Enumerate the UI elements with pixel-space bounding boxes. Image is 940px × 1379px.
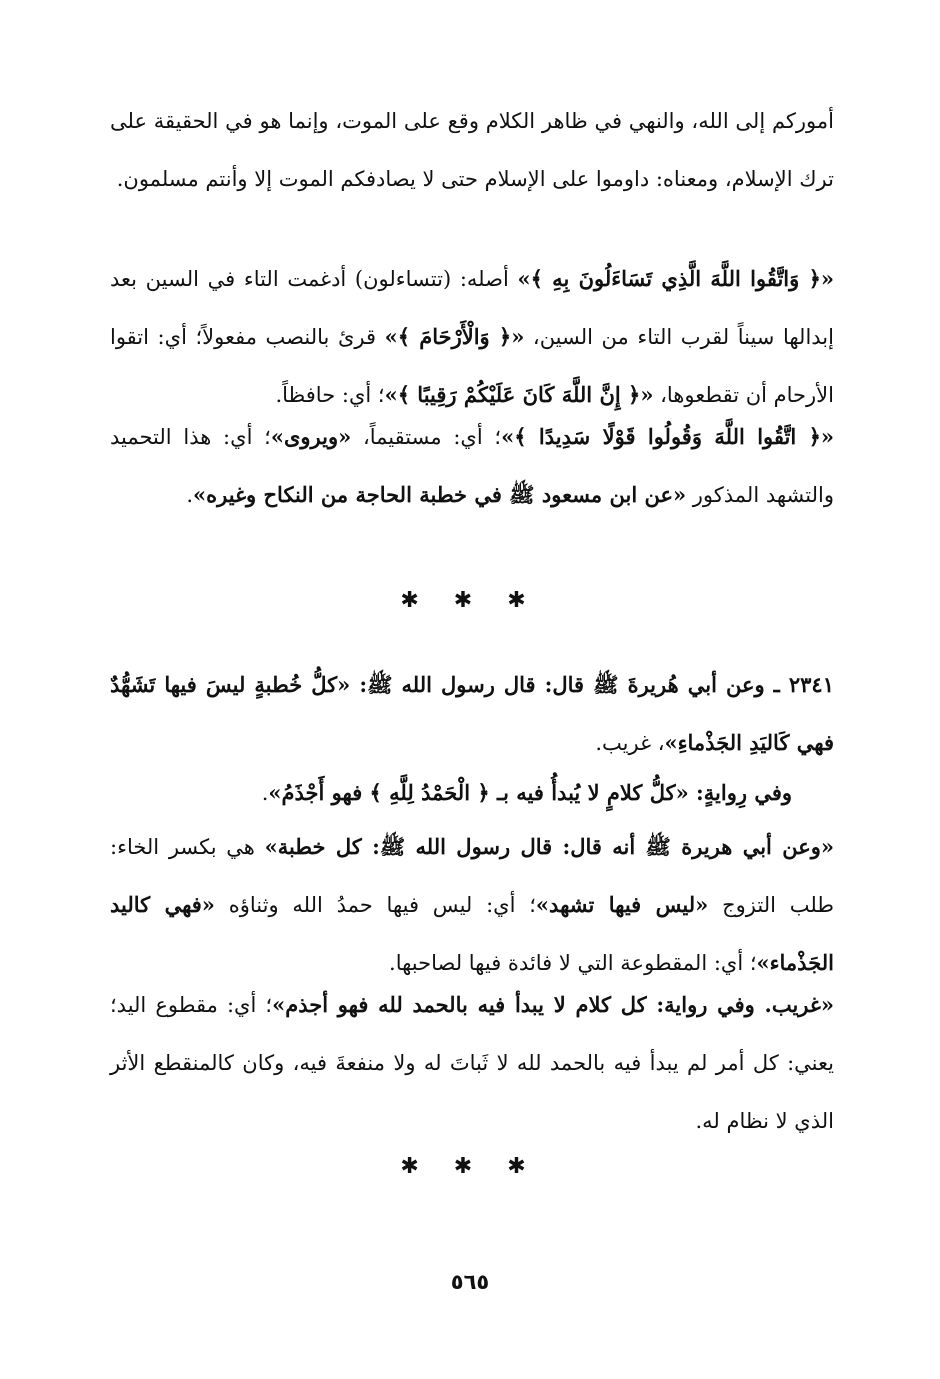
paragraph-text: . [261,781,269,805]
section-separator: ✱ ✱ ✱ [400,1154,540,1179]
hadith-narration-variant [262,764,792,822]
bold-phrase: «ليس فيها تشهد» [535,892,709,917]
paragraph-text: ؛ أي: هذا التحميد والتشهد المذكور [110,425,834,507]
paragraph-commentary-3 [110,408,834,524]
paragraph-commentary-4 [110,818,834,992]
hadith-text: ٢٣٤١ ـ وعن أبي هُريرةَ ﷺ قال: قال رسول الله ﷺ: «كلُّ خُطبةٍ ليسَ فيها تَشَهُّدٌ فهي كَاليَدِ الجَذْماءِ» [110,672,834,755]
quran-quote: «﴿ إِنَّ اللَّهَ كَانَ عَلَيْكُمْ رَقِيبًا ﴾» [384,382,654,407]
bold-phrase: «غريب. وفي رواية: كل كلام لا يبدأ فيه بالحمد لله فهو أجذم» [272,992,834,1017]
paragraph-text: أصله: (تتساءلون) أدغمت التاء في السين بعد إبدالها سيناً لقرب التاء من السين، [110,267,834,349]
paragraph-text: ؛ أي: المقطوعة التي لا فائدة فيها لصاحبها. [389,951,757,975]
paragraph-text: هي بكسر الخاء: طلب التزوج [110,835,835,917]
page-number: ٥٦٥ [450,1270,490,1294]
bold-phrase: «وعن أبي هريرة ﷺ أنه قال: قال رسول الله ﷺ: كل خطبة» [264,834,834,859]
quran-quote: «﴿ اتَّقُوا اللَّهَ وَقُولُوا قَوْلًا سَدِيدًا ﴾» [501,424,834,449]
paragraph-commentary-1 [110,92,834,208]
paragraph-text: ؛ أي: مقطوع اليد؛ يعني: كل أمر لم يبدأ فيه بالحمد لله لا ثَباتَ له ولا منفعةَ فيه، وكان كالمنقطع الأثر الذي لا نظام له. [110,993,834,1133]
paragraph-text: ، غريب. [595,731,665,755]
quran-quote: «﴿ وَاتَّقُوا اللَّهَ الَّذِي تَسَاءَلُونَ بِهِ ﴾» [517,266,834,291]
paragraph-text: أموركم إلى الله، والنهي في ظاهر الكلام وقع على الموت، وإنما هو في الحقيقة على ترك الإسلام، ومعناه: داوموا على الإسلام حتى لا يصادفكم الموت إلا وأنتم مسلمون. [110,109,834,191]
hadith-2341 [110,656,834,772]
section-separator: ✱ ✱ ✱ [400,588,540,613]
bold-phrase: «ويروى» [270,424,352,449]
paragraph-text: ؛ أي: حافظاً. [275,383,385,407]
paragraph-commentary-5 [110,976,834,1150]
paragraph-text: ؛ أي: مستقيماً، [351,425,502,449]
paragraph-text: قرئ بالنصب مفعولاً؛ أي: اتقوا الأرحام أن تقطعوها، [110,325,834,407]
paragraph-text: ؛ أي: ليس فيها حمدُ الله وثناؤه [214,893,536,917]
bold-phrase: «فهي كاليد الجَذْماء» [110,892,834,975]
hadith-text: وفي رِوايةٍ: «كلُّ كلامٍ لا يُبدأُ فيه بـ ﴿ الْحَمْدُ لِلَّهِ ﴾ فهو أَجْذَمُ» [268,780,792,805]
bold-phrase: «عن ابن مسعود ﷺ في خطبة الحاجة من النكاح وغيره» [193,482,687,507]
paragraph-commentary-2 [110,250,834,424]
paragraph-text: . [186,483,194,507]
quran-quote: «﴿ وَالْأَرْحَامَ ﴾» [384,324,525,349]
